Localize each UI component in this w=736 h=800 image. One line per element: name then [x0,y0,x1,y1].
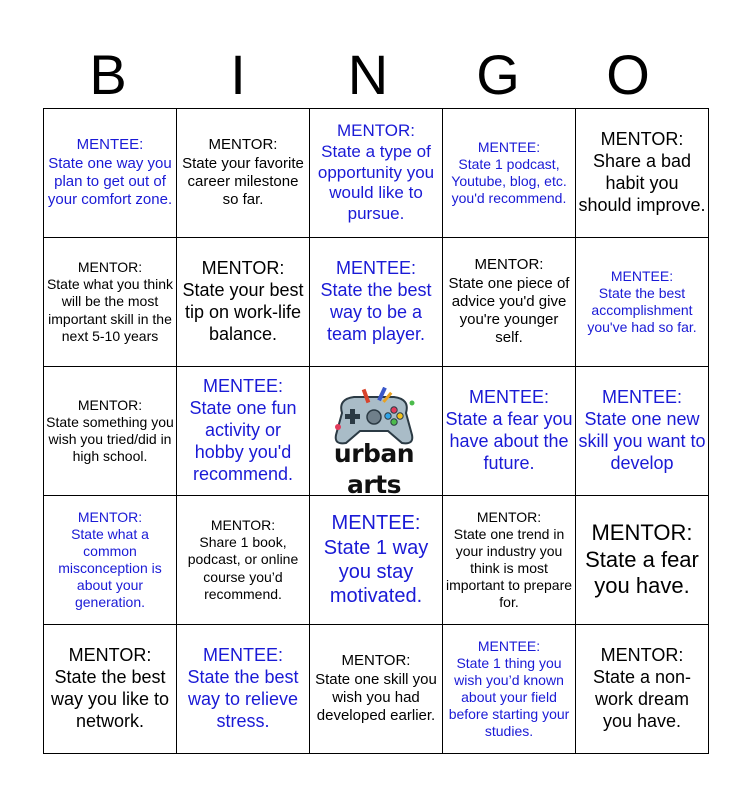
bingo-cell-i5[interactable]: MENTEE: State the best way to relieve stress. [177,625,310,754]
header-letter-i: I [230,43,246,106]
bingo-cell-g4[interactable]: MENTOR: State one trend in your industry you think is most important to prepare for. [443,496,576,625]
bingo-cell-g3[interactable]: MENTEE: State a fear you have about the future. [443,367,576,496]
bingo-cell-b4[interactable]: MENTOR: State what a common misconception is about your generation. [44,496,177,625]
bingo-cell-o1[interactable]: MENTOR: Share a bad habit you should improve. [576,109,709,238]
board-row-1 [44,109,709,238]
header-letter-o: O [606,43,650,106]
bingo-cell-b3[interactable]: MENTOR: State something you wish you tried/did in high school. [44,367,177,496]
board-row-2 [44,238,709,367]
urban-arts-logo [310,367,438,495]
bingo-cell-n4[interactable]: MENTEE: State 1 way you stay motivated. [310,496,443,625]
bingo-cell-o5[interactable]: MENTOR: State a non-work dream you have. [576,625,709,754]
bingo-cell-b5[interactable]: MENTOR: State the best way you like to network. [44,625,177,754]
bingo-cell-i3[interactable]: MENTEE: State one fun activity or hobby you'd recommend. [177,367,310,496]
logo-wordmark: urban arts [333,439,415,496]
bingo-cell-o4[interactable]: MENTOR: State a fear you have. [576,496,709,625]
bingo-cell-b1[interactable]: MENTEE: State one way you plan to get out of your comfort zone. [44,109,177,238]
bingo-cell-g1[interactable]: MENTEE: State 1 podcast, Youtube, blog, etc. you'd recommend. [443,109,576,238]
board-row-4 [44,496,709,625]
board-row-5 [44,625,709,754]
board-row-3 [44,367,709,496]
bingo-cell-o3[interactable]: MENTEE: State one new skill you want to develop [576,367,709,496]
bingo-cell-n2[interactable]: MENTEE: State the best way to be a team player. [310,238,443,367]
free-space[interactable] [310,367,443,496]
bingo-cell-i1[interactable]: MENTOR: State your favorite career milestone so far. [177,109,310,238]
header-letter-g: G [476,43,520,106]
bingo-cell-b2[interactable]: MENTOR: State what you think will be the most important skill in the next 5-10 years [44,238,177,367]
bingo-header [43,42,693,108]
bingo-cell-g5[interactable]: MENTEE: State 1 thing you wish you’d known about your field before starting your studies. [443,625,576,754]
bingo-cell-i4[interactable]: MENTOR: Share 1 book, podcast, or online course you’d recommend. [177,496,310,625]
header-letter-n: N [347,43,389,106]
bingo-cell-g2[interactable]: MENTOR: State one piece of advice you'd give you're younger self. [443,238,576,367]
bingo-board [43,108,709,754]
bingo-cell-i2[interactable]: MENTOR: State your best tip on work-life balance. [177,238,310,367]
header-letter-b: B [89,43,127,106]
bingo-cell-o2[interactable]: MENTEE: State the best accomplishment you've had so far. [576,238,709,367]
bingo-cell-n1[interactable]: MENTOR: State a type of opportunity you would like to pursue. [310,109,443,238]
bingo-cell-n5[interactable]: MENTOR: State one skill you wish you had developed earlier. [310,625,443,754]
